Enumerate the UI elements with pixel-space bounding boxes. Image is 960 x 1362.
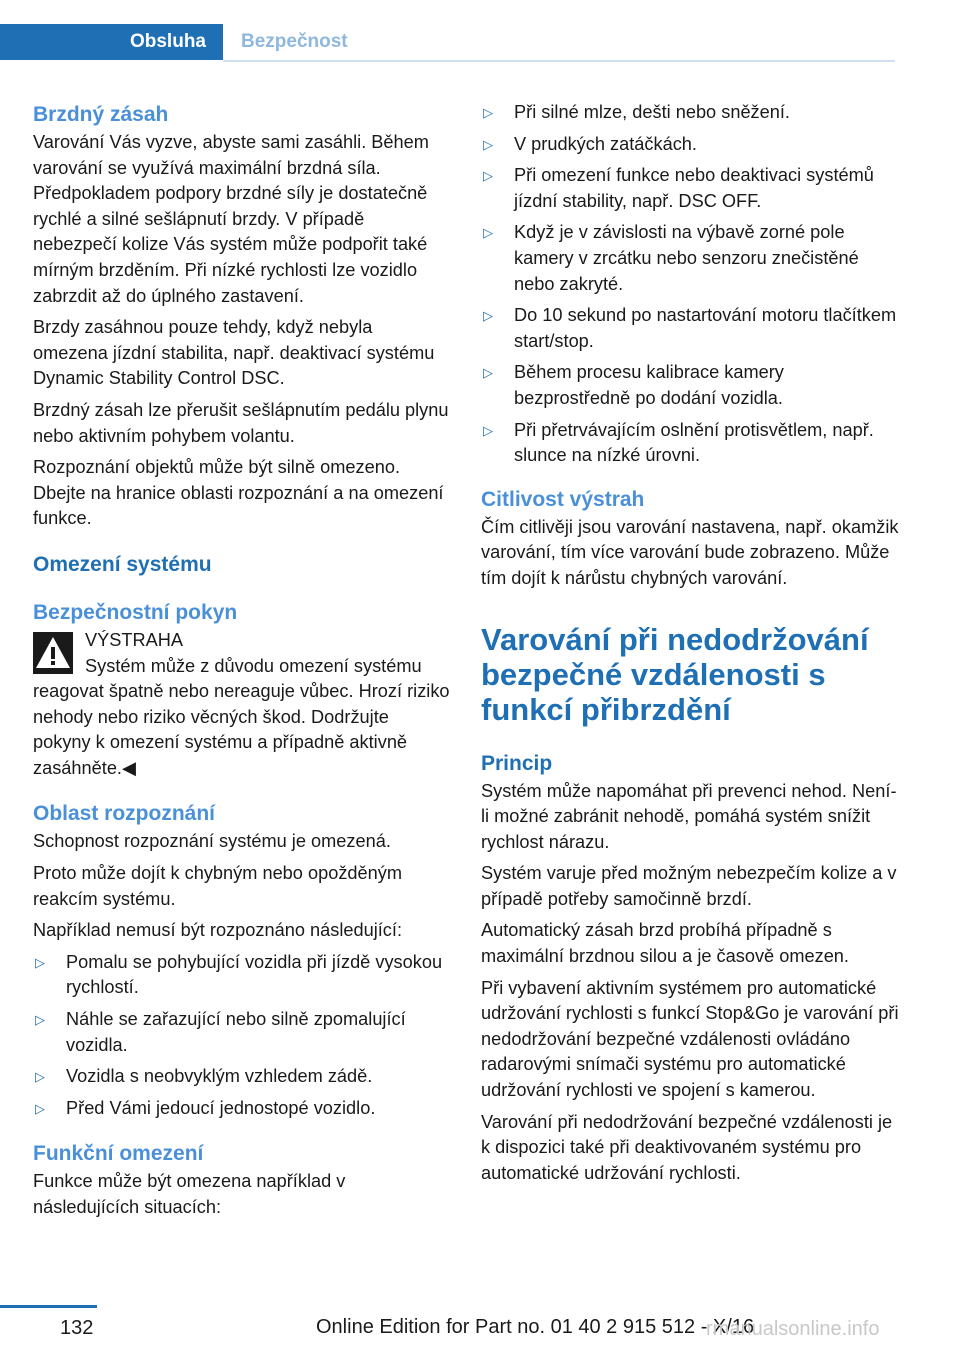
paragraph: Brzdy zasáhnou pouze tehdy, když nebyla omezena jízdní stabilita, např. deaktivací systému Dynamic Stability Control DSC. [33, 317, 435, 389]
paragraph: Rozpoznání objektů může být silně omezeno. Dbejte na hranice oblasti rozpoznání a na omezení funkce. [33, 457, 444, 529]
paragraph: Čím citlivěji jsou varování nastavena, např. okamžik varování, tím více varování bude zobrazeno. Může tím dojít k nárůstu chybných varování. [481, 516, 899, 588]
paragraph: Brzdný zásah lze přerušit sešlápnutím pedálu plynu nebo aktivním pohybem volantu. [33, 399, 449, 446]
paragraph: Systém může napomáhat při prevenci nehod. Není-li možné zabránit nehodě, pomáhá systém snížit rychlost nárazu. [481, 780, 897, 852]
paragraph: Varování při nedodržování bezpečné vzdálenosti je k dispozici také při deaktivovaném systému pro automatické udržování rychlosti. [481, 1111, 893, 1183]
triangle-bullet-icon: ▷ [35, 954, 45, 970]
page-number: 132 [60, 1317, 94, 1339]
detection-limits-list [33, 950, 451, 1122]
triangle-bullet-icon: ▷ [483, 365, 493, 381]
header-rule [223, 60, 895, 62]
edition-note: Online Edition for Part no. 01 40 2 915 512 - X/16 [316, 1316, 755, 1338]
tab-bezpecnost[interactable]: Bezpečnost [241, 31, 348, 52]
paragraph: Funkce může být omezena například v následujících situacích: [33, 1171, 346, 1217]
paragraph: Schopnost rozpoznání systému je omezená. [33, 831, 391, 852]
paragraph: Proto může dojít k chybným nebo opožděným reakcím systému. [33, 863, 402, 909]
heading-funkcni-omezeni: Funkční omezení [33, 1142, 204, 1166]
list-item: ▷ Před Vámi jedoucí jednostopé vozidlo. [33, 1096, 451, 1122]
heading-oblast-rozpoznani: Oblast rozpoznání [33, 802, 216, 826]
list-item: ▷ Při omezení funkce nebo deaktivaci systémů jízdní stability, např. DSC OFF. [483, 165, 874, 211]
warning-box [33, 628, 451, 782]
heading-bezpecnostni-pokyn: Bezpečnostní pokyn [33, 600, 238, 624]
heading-citlivost-vystrah: Citlivost výstrah [481, 487, 645, 511]
triangle-bullet-icon: ▷ [35, 1069, 45, 1085]
list-item: ▷ Náhle se zařazující nebo silně zpomalující vozidla. [35, 1009, 406, 1055]
paragraph: Při vybavení aktivním systémem pro automatické udržování rychlosti s funkcí Stop&Go je varování při nedodržování bezpečné vzdálenosti ovládáno radarovými snímači systému pro automatické udržování rychlosti ve spojení s kamerou. [481, 977, 899, 1101]
list-item: ▷ Vozidla s neobvyklým vzhledem zádě. [33, 1064, 451, 1090]
paragraph: Například nemusí být rozpoznáno následující: [33, 920, 403, 941]
tab-obsluha[interactable]: Obsluha [0, 24, 223, 60]
heading-main-section: Varování při nedodržování bezpečné vzdálenosti s funkcí přibrzdění [481, 621, 869, 727]
triangle-bullet-icon: ▷ [483, 136, 493, 152]
paragraph: Systém varuje před možným nebezpečím kolize a v případě potřeby samočinně brzdí. [481, 863, 897, 909]
triangle-bullet-icon: ▷ [483, 105, 493, 120]
triangle-bullet-icon: ▷ [483, 308, 493, 324]
heading-brzdny-zasah: Brzdný zásah [33, 103, 169, 126]
list-item: ▷ Při silné mlze, dešti nebo sněžení. [481, 100, 899, 126]
warning-triangle-icon [33, 632, 73, 674]
triangle-bullet-icon: ▷ [35, 1100, 45, 1116]
list-item: ▷ Když je v závislosti na výbavě zorné pole kamery v zrcátku nebo senzoru znečistěné nebo zakryté. [483, 222, 859, 294]
footer-rule [0, 1305, 97, 1308]
list-item: ▷ Během procesu kalibrace kamery bezprostředně po dodání vozidla. [483, 362, 784, 408]
triangle-bullet-icon: ▷ [483, 225, 493, 241]
heading-omezeni-systemu: Omezení systému [33, 552, 212, 576]
warning-title: VÝSTRAHA [85, 629, 184, 650]
list-item: ▷ Pomalu se pohybující vozidla při jízdě vysokou rychlostí. [35, 951, 443, 998]
triangle-bullet-icon: ▷ [483, 168, 493, 184]
warning-text: Systém může z důvodu omezení systému reagovat špatně nebo nereaguje vůbec. Hrozí riziko nehody nebo riziko věcných škod. Dodržujte pokyny k omezení systému a případně aktivně zasáhněte.◀ [33, 655, 450, 778]
triangle-bullet-icon: ▷ [483, 422, 493, 438]
list-item: ▷ Při přetrvávajícím oslnění protisvětlem, např. slunce na nízké úrovni. [483, 419, 874, 466]
heading-princip: Princip [481, 751, 553, 775]
list-item: ▷ V prudkých zatáčkách. [481, 132, 899, 158]
triangle-bullet-icon: ▷ [35, 1012, 45, 1028]
left-column [33, 100, 451, 1227]
watermark: rmanualsonline.info [706, 1318, 880, 1340]
right-column [481, 100, 899, 1192]
function-limits-list [481, 100, 899, 469]
list-item: ▷ Do 10 sekund po nastartování motoru tlačítkem start/stop. [483, 305, 897, 351]
paragraph: Automatický zásah brzd probíhá případně s maximální brzdnou silou a je časově omezen. [481, 920, 849, 967]
chapter-tabs [0, 24, 895, 62]
paragraph: Varování Vás vyzve, abyste sami zasáhli. Během varování se využívá maximální brzdná síla. Předpokladem podpory brzdné síly je dostatečně rychlé a silné sešlápnutí brzdy. V případě nebezpečí kolize Vás systém může podpořit také mírným brzděním. Při nízké rychlosti lze vozidlo zabrzdit až do úplného zastavení. [33, 132, 429, 306]
